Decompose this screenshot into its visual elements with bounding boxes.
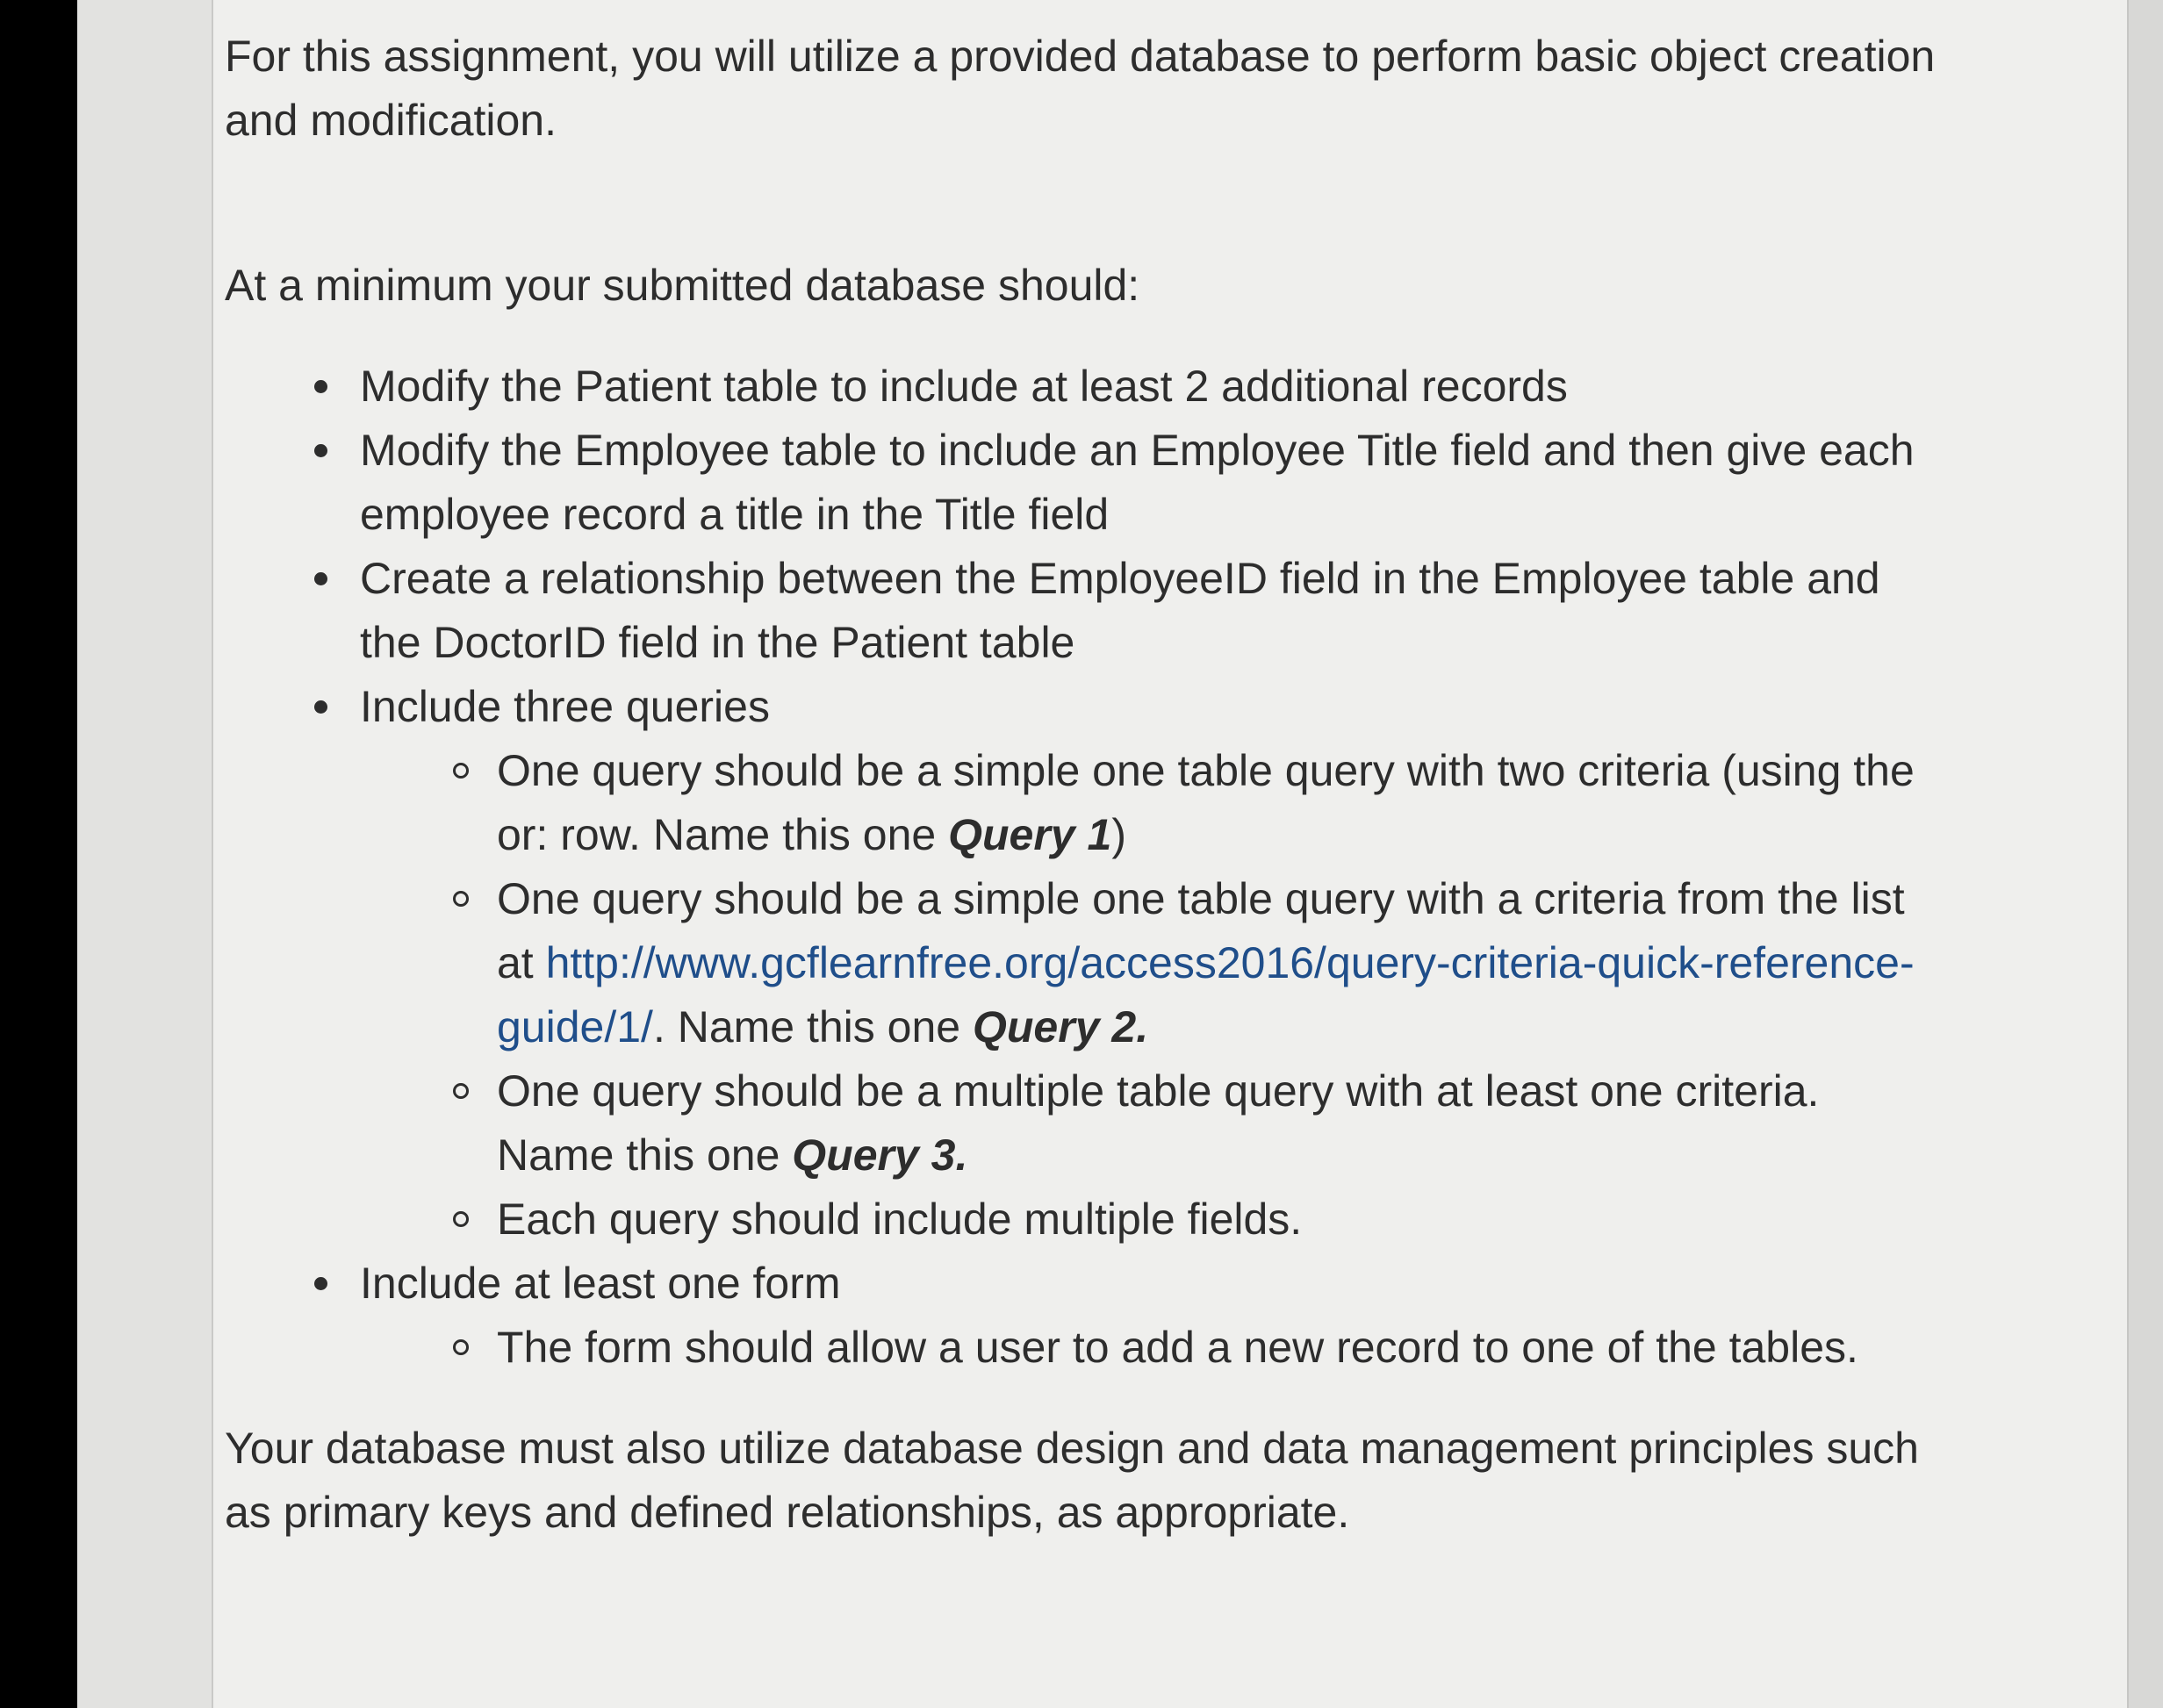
list-item: Modify the Patient table to include at least 2 additional records <box>360 355 1945 419</box>
list-item: Modify the Employee table to include an Employee Title field and then give each employee record a title in the Title field <box>360 419 1945 547</box>
list-item-form <box>360 1252 1945 1380</box>
list-item: Create a relationship between the EmployeeID field in the Employee table and the DoctorID field in the Patient table <box>360 547 1945 675</box>
sublist-item-query-3: One query should be a multiple table query with at least one criteria. Name this one Query 3. <box>497 1059 1945 1188</box>
sublist-item-query-fields: Each query should include multiple fields. <box>497 1188 1945 1252</box>
sublist-item-query-1: One query should be a simple one table query with two criteria (using the or: row. Name this one Query 1) <box>497 739 1945 867</box>
cut-off-heading <box>225 1694 400 1708</box>
intro-paragraph: For this assignment, you will utilize a provided database to perform basic object creation and modification. <box>225 32 1936 145</box>
requirements-lead: At a minimum your submitted database should: <box>225 261 1140 310</box>
closing-paragraph: Your database must also utilize database design and data management principles such as primary keys and defined relationships, as appropriate. <box>225 1424 1919 1537</box>
right-scroll-gutter[interactable] <box>2129 0 2163 1708</box>
requirements-list <box>225 355 1945 1380</box>
query-name: Query 3. <box>792 1130 968 1180</box>
query-name: Query 2. <box>973 1002 1149 1051</box>
query-name: Query 1 <box>948 810 1112 859</box>
criteria-guide-link[interactable]: http://www.gcflearnfree.org/access2016/query-criteria-quick-reference-guide/1/ <box>497 938 1915 1051</box>
sublist-item-query-2: One query should be a simple one table query with a criteria from the list at http://www.gcflearnfree.org/access2016/query-criteria-quick-reference-guide/1/. Name this one Query 2. <box>497 867 1945 1059</box>
list-item-label: Include at least one form <box>360 1259 841 1308</box>
left-margin <box>77 0 213 1708</box>
list-item-queries <box>360 675 1945 1252</box>
assignment-instructions <box>225 25 1945 1545</box>
queries-sublist <box>360 739 1945 1252</box>
form-sublist <box>360 1316 1945 1380</box>
sublist-item-form: The form should allow a user to add a new record to one of the tables. <box>497 1316 1945 1380</box>
list-item-label: Include three queries <box>360 682 770 731</box>
